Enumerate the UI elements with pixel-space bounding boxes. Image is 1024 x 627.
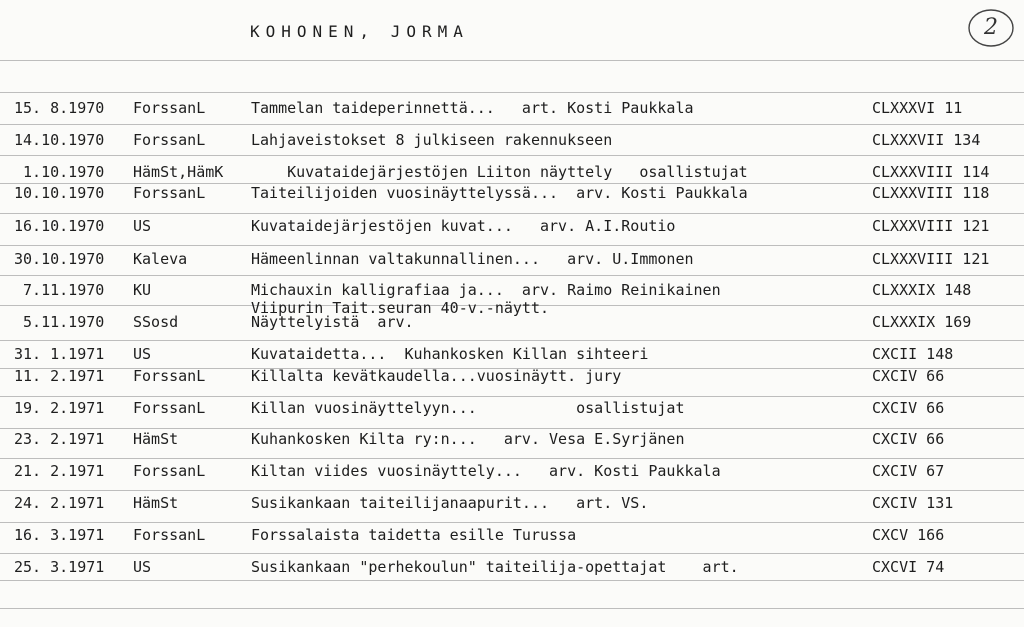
entry-description: Kuhankosken Kilta ry:n... arv. Vesa E.Syrjänen [251,430,685,448]
ruled-line [0,490,1024,491]
entry-reference: CXCIV 67 [872,462,945,480]
entry-source: KU [133,281,152,299]
ruled-line [0,608,1024,609]
ruled-line [0,124,1024,125]
entry-date: 10.10.1970 [14,184,105,202]
entry-reference: CXCII 148 [872,345,954,363]
entry-date: 16. 3.1971 [14,526,105,544]
entry-row [0,250,1024,274]
entry-description: Hämeenlinnan valtakunnallinen... arv. U.Immonen [251,250,694,268]
entry-source: ForssanL [133,184,206,202]
ruled-line [0,92,1024,93]
entry-source: HämSt [133,430,179,448]
entry-description: Taiteilijoiden vuosinäyttelyssä... arv. Kosti Paukkala [251,184,748,202]
entry-source: ForssanL [133,399,206,417]
ruled-line [0,275,1024,276]
entry-date: 5.11.1970 [14,313,105,331]
entry-description: Kuvataidetta... Kuhankosken Killan sihteeri [251,345,649,363]
entry-reference: CXCIV 131 [872,494,954,512]
overprinted-text: Viipurin Tait.seuran 40-v.-näytt. [251,299,550,317]
entry-row [0,345,1024,369]
entry-reference: CXCIV 66 [872,399,945,417]
card-title: KOHONEN, JORMA [250,22,469,41]
entry-description: Kuvataidejärjestöjen kuvat... arv. A.I.Routio [251,217,676,235]
entry-source: ForssanL [133,367,206,385]
entry-source: HämSt [133,494,179,512]
entry-description: Susikankaan "perhekoulun" taiteilija-opettajat art. [251,558,739,576]
entry-description: Lahjaveistokset 8 julkiseen rakennukseen [251,131,613,149]
entry-row [0,462,1024,486]
ruled-line [0,396,1024,397]
entry-reference: CLXXXVIII 121 [872,217,990,235]
entry-date: 24. 2.1971 [14,494,105,512]
entry-source: ForssanL [133,462,206,480]
entry-reference: CLXXXIX 169 [872,313,972,331]
card-number-circle [966,7,1016,49]
entry-row [0,430,1024,454]
entry-description: Michauxin kalligrafiaa ja... arv. Raimo Reinikainen [251,281,721,299]
entry-date: 23. 2.1971 [14,430,105,448]
entry-date: 19. 2.1971 [14,399,105,417]
ruled-line [0,340,1024,341]
ruled-line [0,522,1024,523]
ruled-line [0,213,1024,214]
entry-description: Killan vuosinäyttelyyn... osallistujat [251,399,685,417]
entry-date: 1.10.1970 [14,163,105,181]
ruled-line [0,553,1024,554]
entry-description: Kuvataidejärjestöjen Liiton näyttely osallistujat [251,163,748,181]
entry-date: 14.10.1970 [14,131,105,149]
entry-row [0,99,1024,123]
entry-source: HämSt,HämK [133,163,224,181]
entry-row [0,558,1024,582]
ruled-line [0,60,1024,61]
entry-source: Kaleva [133,250,188,268]
entry-reference: CXCVI 74 [872,558,945,576]
entry-row [0,399,1024,423]
entry-row [0,131,1024,155]
entry-row [0,526,1024,550]
ruled-line [0,458,1024,459]
ruled-line [0,155,1024,156]
entry-description: Tammelan taideperinnettä... art. Kosti Paukkala [251,99,694,117]
entry-reference: CLXXXVIII 118 [872,184,990,202]
entry-source: US [133,217,152,235]
entry-reference: CLXXXIX 148 [872,281,972,299]
entry-description: Killalta kevätkaudella...vuosinäytt. jury [251,367,622,385]
entry-reference: CLXXXVIII 114 [872,163,990,181]
entry-description: Näyttelyistä arv. [251,313,414,331]
entry-date: 31. 1.1971 [14,345,105,363]
entry-date: 11. 2.1971 [14,367,105,385]
entry-description: Susikankaan taiteilijanaapurit... art. VS. [251,494,649,512]
entry-reference: CLXXXVIII 121 [872,250,990,268]
entry-description: Forssalaista taidetta esille Turussa [251,526,577,544]
entry-row [0,494,1024,518]
entry-date: 30.10.1970 [14,250,105,268]
ruled-line [0,428,1024,429]
ruled-line [0,245,1024,246]
entry-source: ForssanL [133,131,206,149]
card-number: 2 [984,15,998,40]
entry-date: 7.11.1970 [14,281,105,299]
entry-date: 15. 8.1970 [14,99,105,117]
entry-source: ForssanL [133,526,206,544]
entry-source: US [133,558,152,576]
entry-source: ForssanL [133,99,206,117]
entry-row [0,184,1024,208]
entry-reference: CXCIV 66 [872,430,945,448]
entry-date: 25. 3.1971 [14,558,105,576]
entry-reference: CXCIV 66 [872,367,945,385]
entry-date: 16.10.1970 [14,217,105,235]
entry-reference: CLXXXVI 11 [872,99,963,117]
entry-row [0,367,1024,391]
entry-reference: CLXXXVII 134 [872,131,981,149]
entry-source: US [133,345,152,363]
entry-description: Kiltan viides vuosinäyttely... arv. Kosti Paukkala [251,462,721,480]
entry-reference: CXCV 166 [872,526,945,544]
entry-date: 21. 2.1971 [14,462,105,480]
entry-source: SSosd [133,313,179,331]
entry-row [0,217,1024,241]
